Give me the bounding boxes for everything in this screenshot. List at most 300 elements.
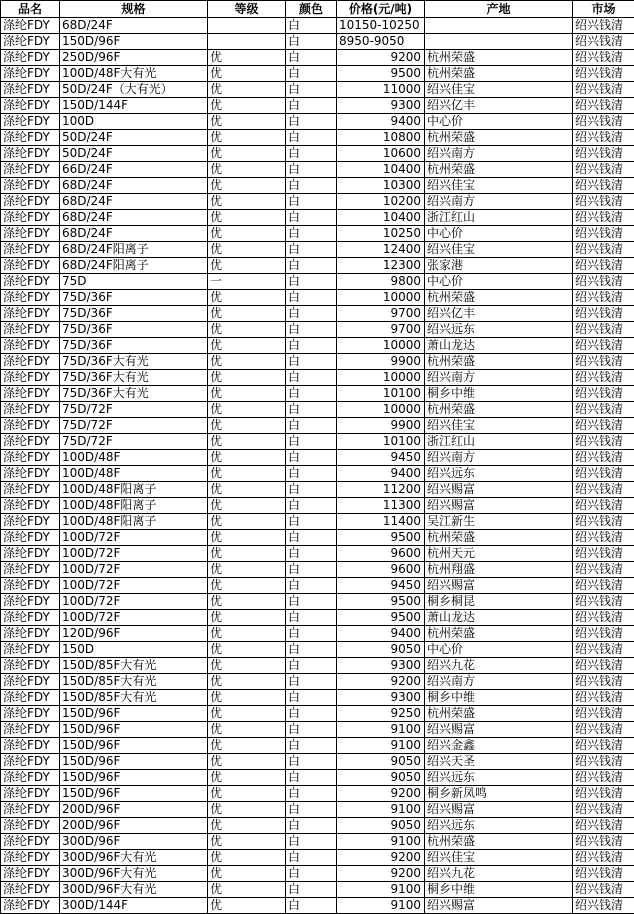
cell-grade: 优: [208, 786, 286, 802]
cell-origin: 桐乡中维: [425, 386, 573, 402]
cell-grade: 优: [208, 818, 286, 834]
cell-price: 9500: [337, 530, 425, 546]
cell-spec: 100D/72F: [60, 530, 208, 546]
cell-product: 涤纶FDY: [1, 418, 60, 434]
cell-price: 9450: [337, 450, 425, 466]
cell-market: 绍兴钱清: [573, 818, 634, 834]
cell-color: 白: [286, 578, 337, 594]
cell-color: 白: [286, 98, 337, 114]
table-row: [1, 626, 634, 642]
cell-color: 白: [286, 466, 337, 482]
cell-spec: 100D/72F: [60, 562, 208, 578]
cell-market: 绍兴钱清: [573, 18, 634, 34]
cell-origin: 桐乡中维: [425, 690, 573, 706]
cell-color: 白: [286, 34, 337, 50]
cell-grade: 优: [208, 50, 286, 66]
cell-origin: 浙江红山: [425, 434, 573, 450]
cell-origin: 绍兴天圣: [425, 754, 573, 770]
cell-market: 绍兴钱清: [573, 610, 634, 626]
cell-price: 9400: [337, 466, 425, 482]
table-row: [1, 562, 634, 578]
table-row: [1, 274, 634, 290]
cell-origin: 中心价: [425, 114, 573, 130]
cell-origin: 绍兴南方: [425, 194, 573, 210]
cell-spec: 100D/48F阳离子: [60, 498, 208, 514]
cell-market: 绍兴钱清: [573, 466, 634, 482]
cell-origin: 杭州荣盛: [425, 402, 573, 418]
table-row: [1, 482, 634, 498]
cell-color: 白: [286, 450, 337, 466]
cell-spec: 68D/24F: [60, 194, 208, 210]
cell-price: 9700: [337, 306, 425, 322]
cell-color: 白: [286, 834, 337, 850]
cell-grade: 优: [208, 98, 286, 114]
cell-color: 白: [286, 402, 337, 418]
cell-spec: 75D/36F: [60, 338, 208, 354]
cell-market: 绍兴钱清: [573, 626, 634, 642]
cell-grade: 优: [208, 898, 286, 914]
cell-price: 9300: [337, 690, 425, 706]
cell-color: 白: [286, 674, 337, 690]
table-row: [1, 418, 634, 434]
cell-color: 白: [286, 66, 337, 82]
cell-price: 9200: [337, 674, 425, 690]
cell-spec: 150D/96F: [60, 738, 208, 754]
cell-grade: 优: [208, 82, 286, 98]
cell-grade: 优: [208, 354, 286, 370]
cell-spec: 75D/36F: [60, 290, 208, 306]
cell-market: 绍兴钱清: [573, 658, 634, 674]
cell-spec: 68D/24F: [60, 226, 208, 242]
cell-color: 白: [286, 706, 337, 722]
cell-spec: 100D/72F: [60, 610, 208, 626]
cell-origin: [425, 34, 573, 50]
cell-origin: [425, 18, 573, 34]
table-row: [1, 306, 634, 322]
cell-origin: 杭州天元: [425, 546, 573, 562]
cell-grade: 优: [208, 850, 286, 866]
cell-product: 涤纶FDY: [1, 130, 60, 146]
cell-spec: 150D: [60, 642, 208, 658]
cell-market: 绍兴钱清: [573, 850, 634, 866]
cell-market: 绍兴钱清: [573, 98, 634, 114]
cell-grade: 优: [208, 130, 286, 146]
table-row: [1, 34, 634, 50]
cell-price: 9600: [337, 562, 425, 578]
cell-price: 10000: [337, 338, 425, 354]
table-row: [1, 834, 634, 850]
cell-market: 绍兴钱清: [573, 82, 634, 98]
cell-grade: 优: [208, 770, 286, 786]
cell-grade: 优: [208, 610, 286, 626]
cell-price: 9600: [337, 546, 425, 562]
cell-color: 白: [286, 370, 337, 386]
cell-price: 9500: [337, 610, 425, 626]
table-row: [1, 66, 634, 82]
cell-market: 绍兴钱清: [573, 530, 634, 546]
table-row: [1, 322, 634, 338]
table-row: [1, 18, 634, 34]
cell-origin: 杭州荣盛: [425, 66, 573, 82]
table-row: [1, 690, 634, 706]
cell-market: 绍兴钱清: [573, 194, 634, 210]
cell-spec: 75D/72F: [60, 418, 208, 434]
cell-origin: 绍兴南方: [425, 674, 573, 690]
cell-spec: 150D/144F: [60, 98, 208, 114]
cell-color: 白: [286, 498, 337, 514]
cell-product: 涤纶FDY: [1, 482, 60, 498]
cell-market: 绍兴钱清: [573, 450, 634, 466]
header-market: 市场: [573, 1, 634, 18]
cell-spec: 75D: [60, 274, 208, 290]
cell-color: 白: [286, 50, 337, 66]
cell-color: 白: [286, 226, 337, 242]
table-row: [1, 82, 634, 98]
cell-product: 涤纶FDY: [1, 866, 60, 882]
cell-spec: 200D/96F: [60, 802, 208, 818]
cell-market: 绍兴钱清: [573, 114, 634, 130]
cell-product: 涤纶FDY: [1, 210, 60, 226]
cell-origin: 绍兴赐富: [425, 802, 573, 818]
cell-product: 涤纶FDY: [1, 466, 60, 482]
cell-origin: 中心价: [425, 274, 573, 290]
cell-product: 涤纶FDY: [1, 114, 60, 130]
cell-grade: 优: [208, 290, 286, 306]
cell-product: 涤纶FDY: [1, 50, 60, 66]
cell-market: 绍兴钱清: [573, 434, 634, 450]
cell-color: 白: [286, 818, 337, 834]
cell-product: 涤纶FDY: [1, 242, 60, 258]
cell-product: 涤纶FDY: [1, 370, 60, 386]
cell-grade: 优: [208, 402, 286, 418]
cell-price: 9050: [337, 642, 425, 658]
cell-price: 10150-10250: [337, 18, 425, 34]
header-price: 价格(元/吨): [337, 1, 425, 18]
header-row: [1, 1, 634, 18]
cell-origin: 中心价: [425, 226, 573, 242]
cell-spec: 300D/96F大有光: [60, 850, 208, 866]
cell-product: 涤纶FDY: [1, 610, 60, 626]
cell-price: 10100: [337, 434, 425, 450]
cell-price: 9800: [337, 274, 425, 290]
cell-price: 12300: [337, 258, 425, 274]
cell-color: 白: [286, 898, 337, 914]
table-row: [1, 130, 634, 146]
table-row: [1, 466, 634, 482]
cell-product: 涤纶FDY: [1, 754, 60, 770]
cell-origin: 杭州荣盛: [425, 834, 573, 850]
cell-spec: 100D/48F阳离子: [60, 514, 208, 530]
cell-price: 11000: [337, 82, 425, 98]
cell-product: 涤纶FDY: [1, 802, 60, 818]
cell-price: 9050: [337, 818, 425, 834]
cell-market: 绍兴钱清: [573, 306, 634, 322]
cell-product: 涤纶FDY: [1, 786, 60, 802]
cell-market: 绍兴钱清: [573, 274, 634, 290]
cell-market: 绍兴钱清: [573, 242, 634, 258]
cell-spec: 100D/48F阳离子: [60, 482, 208, 498]
cell-grade: 优: [208, 210, 286, 226]
cell-origin: 桐乡中维: [425, 882, 573, 898]
cell-price: 9300: [337, 98, 425, 114]
cell-origin: 绍兴赐富: [425, 498, 573, 514]
cell-price: 9250: [337, 706, 425, 722]
cell-market: 绍兴钱清: [573, 722, 634, 738]
cell-color: 白: [286, 338, 337, 354]
cell-product: 涤纶FDY: [1, 146, 60, 162]
cell-market: 绍兴钱清: [573, 162, 634, 178]
table-row: [1, 578, 634, 594]
cell-spec: 50D/24F: [60, 130, 208, 146]
cell-grade: 优: [208, 690, 286, 706]
cell-market: 绍兴钱清: [573, 898, 634, 914]
cell-color: 白: [286, 258, 337, 274]
table-row: [1, 178, 634, 194]
cell-origin: 杭州荣盛: [425, 290, 573, 306]
cell-price: 9100: [337, 834, 425, 850]
cell-market: 绍兴钱清: [573, 498, 634, 514]
cell-spec: 300D/144F: [60, 898, 208, 914]
cell-product: 涤纶FDY: [1, 530, 60, 546]
cell-market: 绍兴钱清: [573, 386, 634, 402]
cell-price: 9300: [337, 658, 425, 674]
cell-origin: 杭州荣盛: [425, 130, 573, 146]
cell-market: 绍兴钱清: [573, 882, 634, 898]
cell-product: 涤纶FDY: [1, 290, 60, 306]
cell-grade: 优: [208, 418, 286, 434]
cell-origin: 杭州荣盛: [425, 354, 573, 370]
cell-color: 白: [286, 642, 337, 658]
header-color: 颜色: [286, 1, 337, 18]
cell-product: 涤纶FDY: [1, 882, 60, 898]
cell-color: 白: [286, 658, 337, 674]
cell-market: 绍兴钱清: [573, 66, 634, 82]
cell-color: 白: [286, 306, 337, 322]
cell-market: 绍兴钱清: [573, 418, 634, 434]
table-row: [1, 866, 634, 882]
cell-price: 9400: [337, 626, 425, 642]
cell-spec: 68D/24F: [60, 210, 208, 226]
cell-color: 白: [286, 82, 337, 98]
cell-color: 白: [286, 594, 337, 610]
cell-grade: 优: [208, 738, 286, 754]
cell-product: 涤纶FDY: [1, 322, 60, 338]
cell-spec: 150D/85F大有光: [60, 658, 208, 674]
cell-product: 涤纶FDY: [1, 354, 60, 370]
cell-spec: 300D/96F大有光: [60, 882, 208, 898]
cell-spec: 150D/96F: [60, 786, 208, 802]
cell-origin: 绍兴赐富: [425, 722, 573, 738]
cell-market: 绍兴钱清: [573, 786, 634, 802]
cell-market: 绍兴钱清: [573, 706, 634, 722]
cell-grade: [208, 18, 286, 34]
table-row: [1, 98, 634, 114]
cell-product: 涤纶FDY: [1, 178, 60, 194]
cell-price: 9900: [337, 418, 425, 434]
cell-product: 涤纶FDY: [1, 738, 60, 754]
cell-grade: 优: [208, 578, 286, 594]
cell-price: 9200: [337, 50, 425, 66]
cell-grade: 优: [208, 482, 286, 498]
cell-product: 涤纶FDY: [1, 226, 60, 242]
cell-spec: 150D/96F: [60, 770, 208, 786]
table-row: [1, 146, 634, 162]
cell-origin: 浙江红山: [425, 210, 573, 226]
cell-market: 绍兴钱清: [573, 290, 634, 306]
cell-grade: 优: [208, 370, 286, 386]
cell-origin: 绍兴佳宝: [425, 850, 573, 866]
cell-spec: 100D/72F: [60, 546, 208, 562]
cell-grade: 优: [208, 114, 286, 130]
cell-grade: 优: [208, 386, 286, 402]
cell-grade: 优: [208, 546, 286, 562]
table-row: [1, 386, 634, 402]
cell-market: 绍兴钱清: [573, 770, 634, 786]
cell-color: 白: [286, 130, 337, 146]
cell-price: 9500: [337, 66, 425, 82]
header-grade: 等级: [208, 1, 286, 18]
cell-market: 绍兴钱清: [573, 370, 634, 386]
cell-color: 白: [286, 274, 337, 290]
cell-origin: 绍兴亿丰: [425, 98, 573, 114]
cell-color: 白: [286, 18, 337, 34]
cell-product: 涤纶FDY: [1, 722, 60, 738]
cell-spec: 75D/36F大有光: [60, 370, 208, 386]
cell-spec: 68D/24F: [60, 178, 208, 194]
cell-color: 白: [286, 194, 337, 210]
cell-spec: 100D: [60, 114, 208, 130]
cell-origin: 绍兴南方: [425, 370, 573, 386]
cell-grade: 优: [208, 674, 286, 690]
cell-origin: 杭州荣盛: [425, 706, 573, 722]
table-row: [1, 434, 634, 450]
cell-grade: 优: [208, 242, 286, 258]
cell-price: 12400: [337, 242, 425, 258]
cell-spec: 250D/96F: [60, 50, 208, 66]
cell-spec: 150D/96F: [60, 706, 208, 722]
cell-product: 涤纶FDY: [1, 818, 60, 834]
cell-color: 白: [286, 882, 337, 898]
cell-market: 绍兴钱清: [573, 338, 634, 354]
cell-product: 涤纶FDY: [1, 514, 60, 530]
cell-grade: 优: [208, 802, 286, 818]
cell-grade: 优: [208, 658, 286, 674]
cell-origin: 杭州荣盛: [425, 626, 573, 642]
cell-spec: 120D/96F: [60, 626, 208, 642]
cell-price: 10100: [337, 386, 425, 402]
cell-grade: 优: [208, 834, 286, 850]
cell-product: 涤纶FDY: [1, 834, 60, 850]
cell-price: 10250: [337, 226, 425, 242]
cell-grade: 优: [208, 322, 286, 338]
cell-spec: 300D/96F大有光: [60, 866, 208, 882]
cell-spec: 50D/24F（大有光）: [60, 82, 208, 98]
cell-product: 涤纶FDY: [1, 546, 60, 562]
cell-price: 11400: [337, 514, 425, 530]
cell-origin: 绍兴亿丰: [425, 306, 573, 322]
cell-grade: 优: [208, 754, 286, 770]
cell-price: 11200: [337, 482, 425, 498]
cell-spec: 300D/96F: [60, 834, 208, 850]
table-row: [1, 738, 634, 754]
cell-color: 白: [286, 114, 337, 130]
cell-price: 11300: [337, 498, 425, 514]
table-row: [1, 850, 634, 866]
cell-origin: 绍兴佳宝: [425, 178, 573, 194]
cell-grade: 优: [208, 498, 286, 514]
cell-grade: 优: [208, 450, 286, 466]
cell-grade: 优: [208, 562, 286, 578]
cell-origin: 绍兴九花: [425, 658, 573, 674]
cell-origin: 绍兴远东: [425, 466, 573, 482]
table-row: [1, 162, 634, 178]
table-row: [1, 546, 634, 562]
cell-spec: 100D/48F大有光: [60, 66, 208, 82]
cell-market: 绍兴钱清: [573, 210, 634, 226]
cell-price: 9700: [337, 322, 425, 338]
cell-market: 绍兴钱清: [573, 258, 634, 274]
cell-market: 绍兴钱清: [573, 130, 634, 146]
cell-product: 涤纶FDY: [1, 66, 60, 82]
cell-spec: 75D/36F: [60, 306, 208, 322]
cell-product: 涤纶FDY: [1, 498, 60, 514]
cell-price: 9100: [337, 802, 425, 818]
cell-product: 涤纶FDY: [1, 162, 60, 178]
cell-price: 9500: [337, 594, 425, 610]
cell-price: 9100: [337, 898, 425, 914]
header-product: 品名: [1, 1, 60, 18]
cell-origin: 桐乡桐昆: [425, 594, 573, 610]
cell-price: 9050: [337, 770, 425, 786]
cell-price: 10400: [337, 210, 425, 226]
cell-price: 10000: [337, 402, 425, 418]
cell-product: 涤纶FDY: [1, 626, 60, 642]
cell-market: 绍兴钱清: [573, 50, 634, 66]
cell-price: 10000: [337, 370, 425, 386]
cell-color: 白: [286, 770, 337, 786]
cell-product: 涤纶FDY: [1, 386, 60, 402]
table-row: [1, 370, 634, 386]
cell-price: 10800: [337, 130, 425, 146]
cell-spec: 68D/24F: [60, 18, 208, 34]
cell-spec: 66D/24F: [60, 162, 208, 178]
cell-grade: 优: [208, 642, 286, 658]
cell-color: 白: [286, 530, 337, 546]
cell-spec: 100D/72F: [60, 594, 208, 610]
cell-color: 白: [286, 210, 337, 226]
cell-price: 10600: [337, 146, 425, 162]
cell-grade: 优: [208, 626, 286, 642]
cell-market: 绍兴钱清: [573, 834, 634, 850]
cell-spec: 150D/96F: [60, 754, 208, 770]
cell-grade: 优: [208, 306, 286, 322]
cell-market: 绍兴钱清: [573, 402, 634, 418]
cell-color: 白: [286, 386, 337, 402]
cell-product: 涤纶FDY: [1, 850, 60, 866]
cell-color: 白: [286, 418, 337, 434]
cell-product: 涤纶FDY: [1, 34, 60, 50]
cell-product: 涤纶FDY: [1, 674, 60, 690]
cell-spec: 75D/36F: [60, 322, 208, 338]
cell-origin: 萧山龙达: [425, 338, 573, 354]
table-row: [1, 530, 634, 546]
cell-origin: 绍兴远东: [425, 770, 573, 786]
cell-color: 白: [286, 722, 337, 738]
cell-spec: 75D/72F: [60, 434, 208, 450]
cell-market: 绍兴钱清: [573, 674, 634, 690]
cell-grade: 优: [208, 866, 286, 882]
cell-grade: 优: [208, 338, 286, 354]
